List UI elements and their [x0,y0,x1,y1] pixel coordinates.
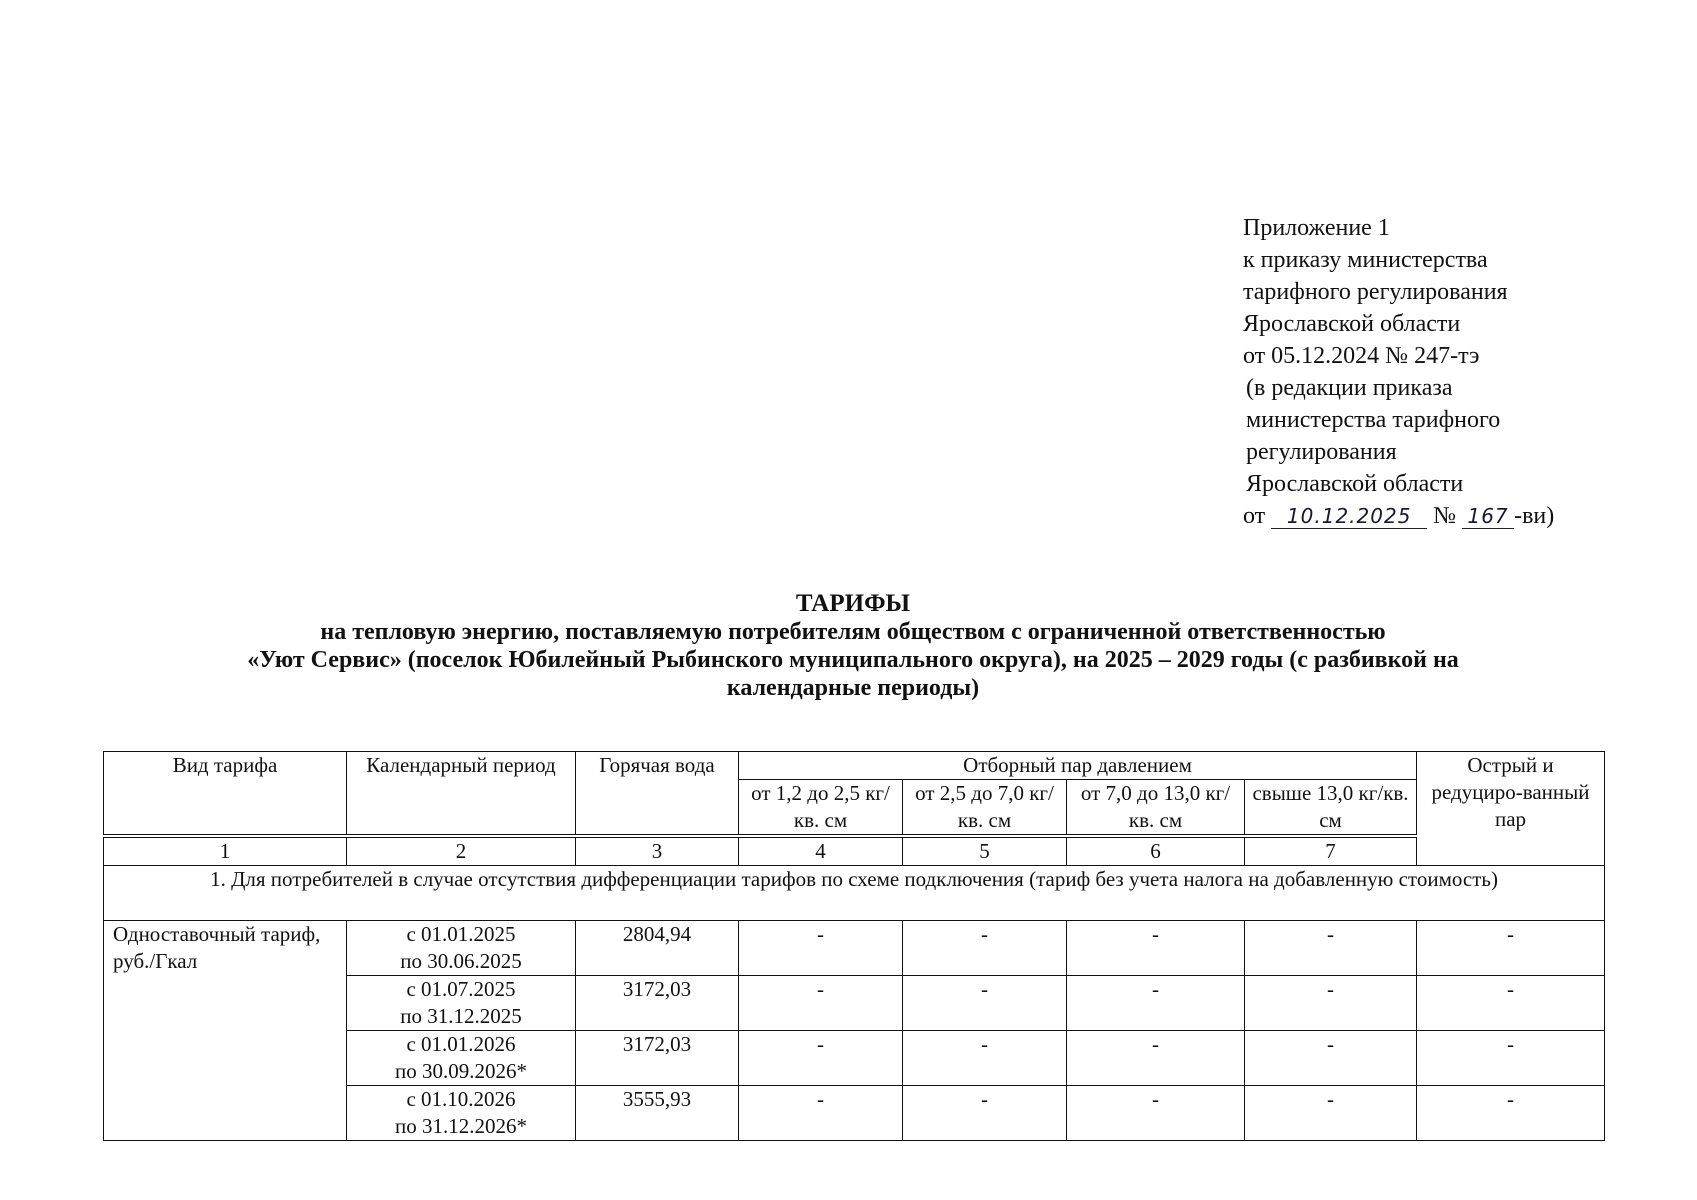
period-to: по 30.09.2026* [395,1059,527,1083]
appendix-line: Ярославской области [1246,471,1464,497]
tariff-label: Одноставочный тариф, руб./Гкал [104,921,347,1141]
value-cell: - [1067,921,1245,976]
column-number: 4 [739,836,903,866]
header-period: Календарный период [347,752,576,837]
period-from: с 01.07.2025 [406,977,516,1001]
value-cell: - [739,976,903,1031]
value-cell: - [1417,976,1605,1031]
period-cell [347,921,576,976]
period-cell [347,976,576,1031]
period-cell [347,1031,576,1086]
tariffs-table [103,751,1605,1141]
value-cell: - [1245,921,1417,976]
header-steam-1: от 1,2 до 2,5 кг/кв. см [739,780,903,837]
title-line: «Уют Сервис» (поселок Юбилейный Рыбинского муниципального округа), на 2025 – 2029 годы (с разбивкой на [247,647,1459,673]
value-cell: - [903,1031,1067,1086]
title-line: на тепловую энергию, поставляемую потребителям обществом с ограниченной ответственностью [320,619,1386,645]
header-sharp-steam: Острый и редуциро-ванный пар [1417,752,1605,866]
appendix-line: министерства тарифного [1246,407,1501,433]
value-cell: - [1417,921,1605,976]
hot-water-value: 2804,94 [576,921,739,976]
column-number: 6 [1067,836,1245,866]
handwritten-number: 167 [1462,504,1514,529]
period-to: по 30.06.2025 [400,949,522,973]
value-cell: - [739,921,903,976]
column-number: 3 [576,836,739,866]
appendix-suffix: -ви) [1514,503,1555,529]
header-steam-4: свыше 13,0 кг/кв. см [1245,780,1417,837]
appendix-last-line [1243,500,1554,532]
number-sign: № [1433,503,1457,529]
period-to: по 31.12.2026* [395,1114,527,1138]
header-hot-water: Горячая вода [576,752,739,837]
value-cell: - [1417,1031,1605,1086]
header-tariff-type: Вид тарифа [104,752,347,837]
value-cell: - [739,1031,903,1086]
column-number: 2 [347,836,576,866]
appendix-line: Приложение 1 [1243,215,1390,241]
period-from: с 01.10.2026 [406,1087,516,1111]
handwritten-date: 10.12.2025 [1271,504,1427,529]
value-cell: - [903,921,1067,976]
column-number: 5 [903,836,1067,866]
header-steam-group: Отборный пар давлением [739,752,1417,780]
hot-water-value: 3555,93 [576,1086,739,1141]
value-cell: - [1417,1086,1605,1141]
appendix-date-prefix: от [1243,503,1266,529]
appendix-line: (в редакции приказа [1246,375,1453,401]
section-title: 1. Для потребителей в случае отсутствия дифференциации тарифов по схеме подключения (тариф без учета налога на добавленную стоимость) [104,866,1605,921]
column-number-row [104,836,1605,866]
header-steam-2: от 2,5 до 7,0 кг/кв. см [903,780,1067,837]
value-cell: - [903,1086,1067,1141]
value-cell: - [903,976,1067,1031]
value-cell: - [1245,1086,1417,1141]
section-row [104,866,1605,921]
title-heading: ТАРИФЫ [795,590,911,617]
hot-water-value: 3172,03 [576,1031,739,1086]
appendix-block [1243,212,1554,532]
value-cell: - [1067,976,1245,1031]
period-cell [347,1086,576,1141]
value-cell: - [1067,1031,1245,1086]
header-steam-3: от 7,0 до 13,0 кг/кв. см [1067,780,1245,837]
period-from: с 01.01.2026 [406,1032,516,1056]
period-from: с 01.01.2025 [406,922,516,946]
appendix-line: от 05.12.2024 № 247-тэ [1243,343,1480,369]
table-row [104,921,1605,976]
column-number: 1 [104,836,347,866]
appendix-line: к приказу министерства [1243,247,1488,273]
appendix-line: тарифного регулирования [1243,279,1508,305]
value-cell: - [739,1086,903,1141]
value-cell: - [1067,1086,1245,1141]
document-title [103,590,1603,702]
appendix-line: Ярославской области [1243,311,1461,337]
column-number: 7 [1245,836,1417,866]
title-line: календарные периоды) [726,675,980,701]
value-cell: - [1245,976,1417,1031]
period-to: по 31.12.2025 [400,1004,522,1028]
appendix-line: регулирования [1246,439,1397,465]
header-row [104,752,1605,780]
hot-water-value: 3172,03 [576,976,739,1031]
value-cell: - [1245,1031,1417,1086]
